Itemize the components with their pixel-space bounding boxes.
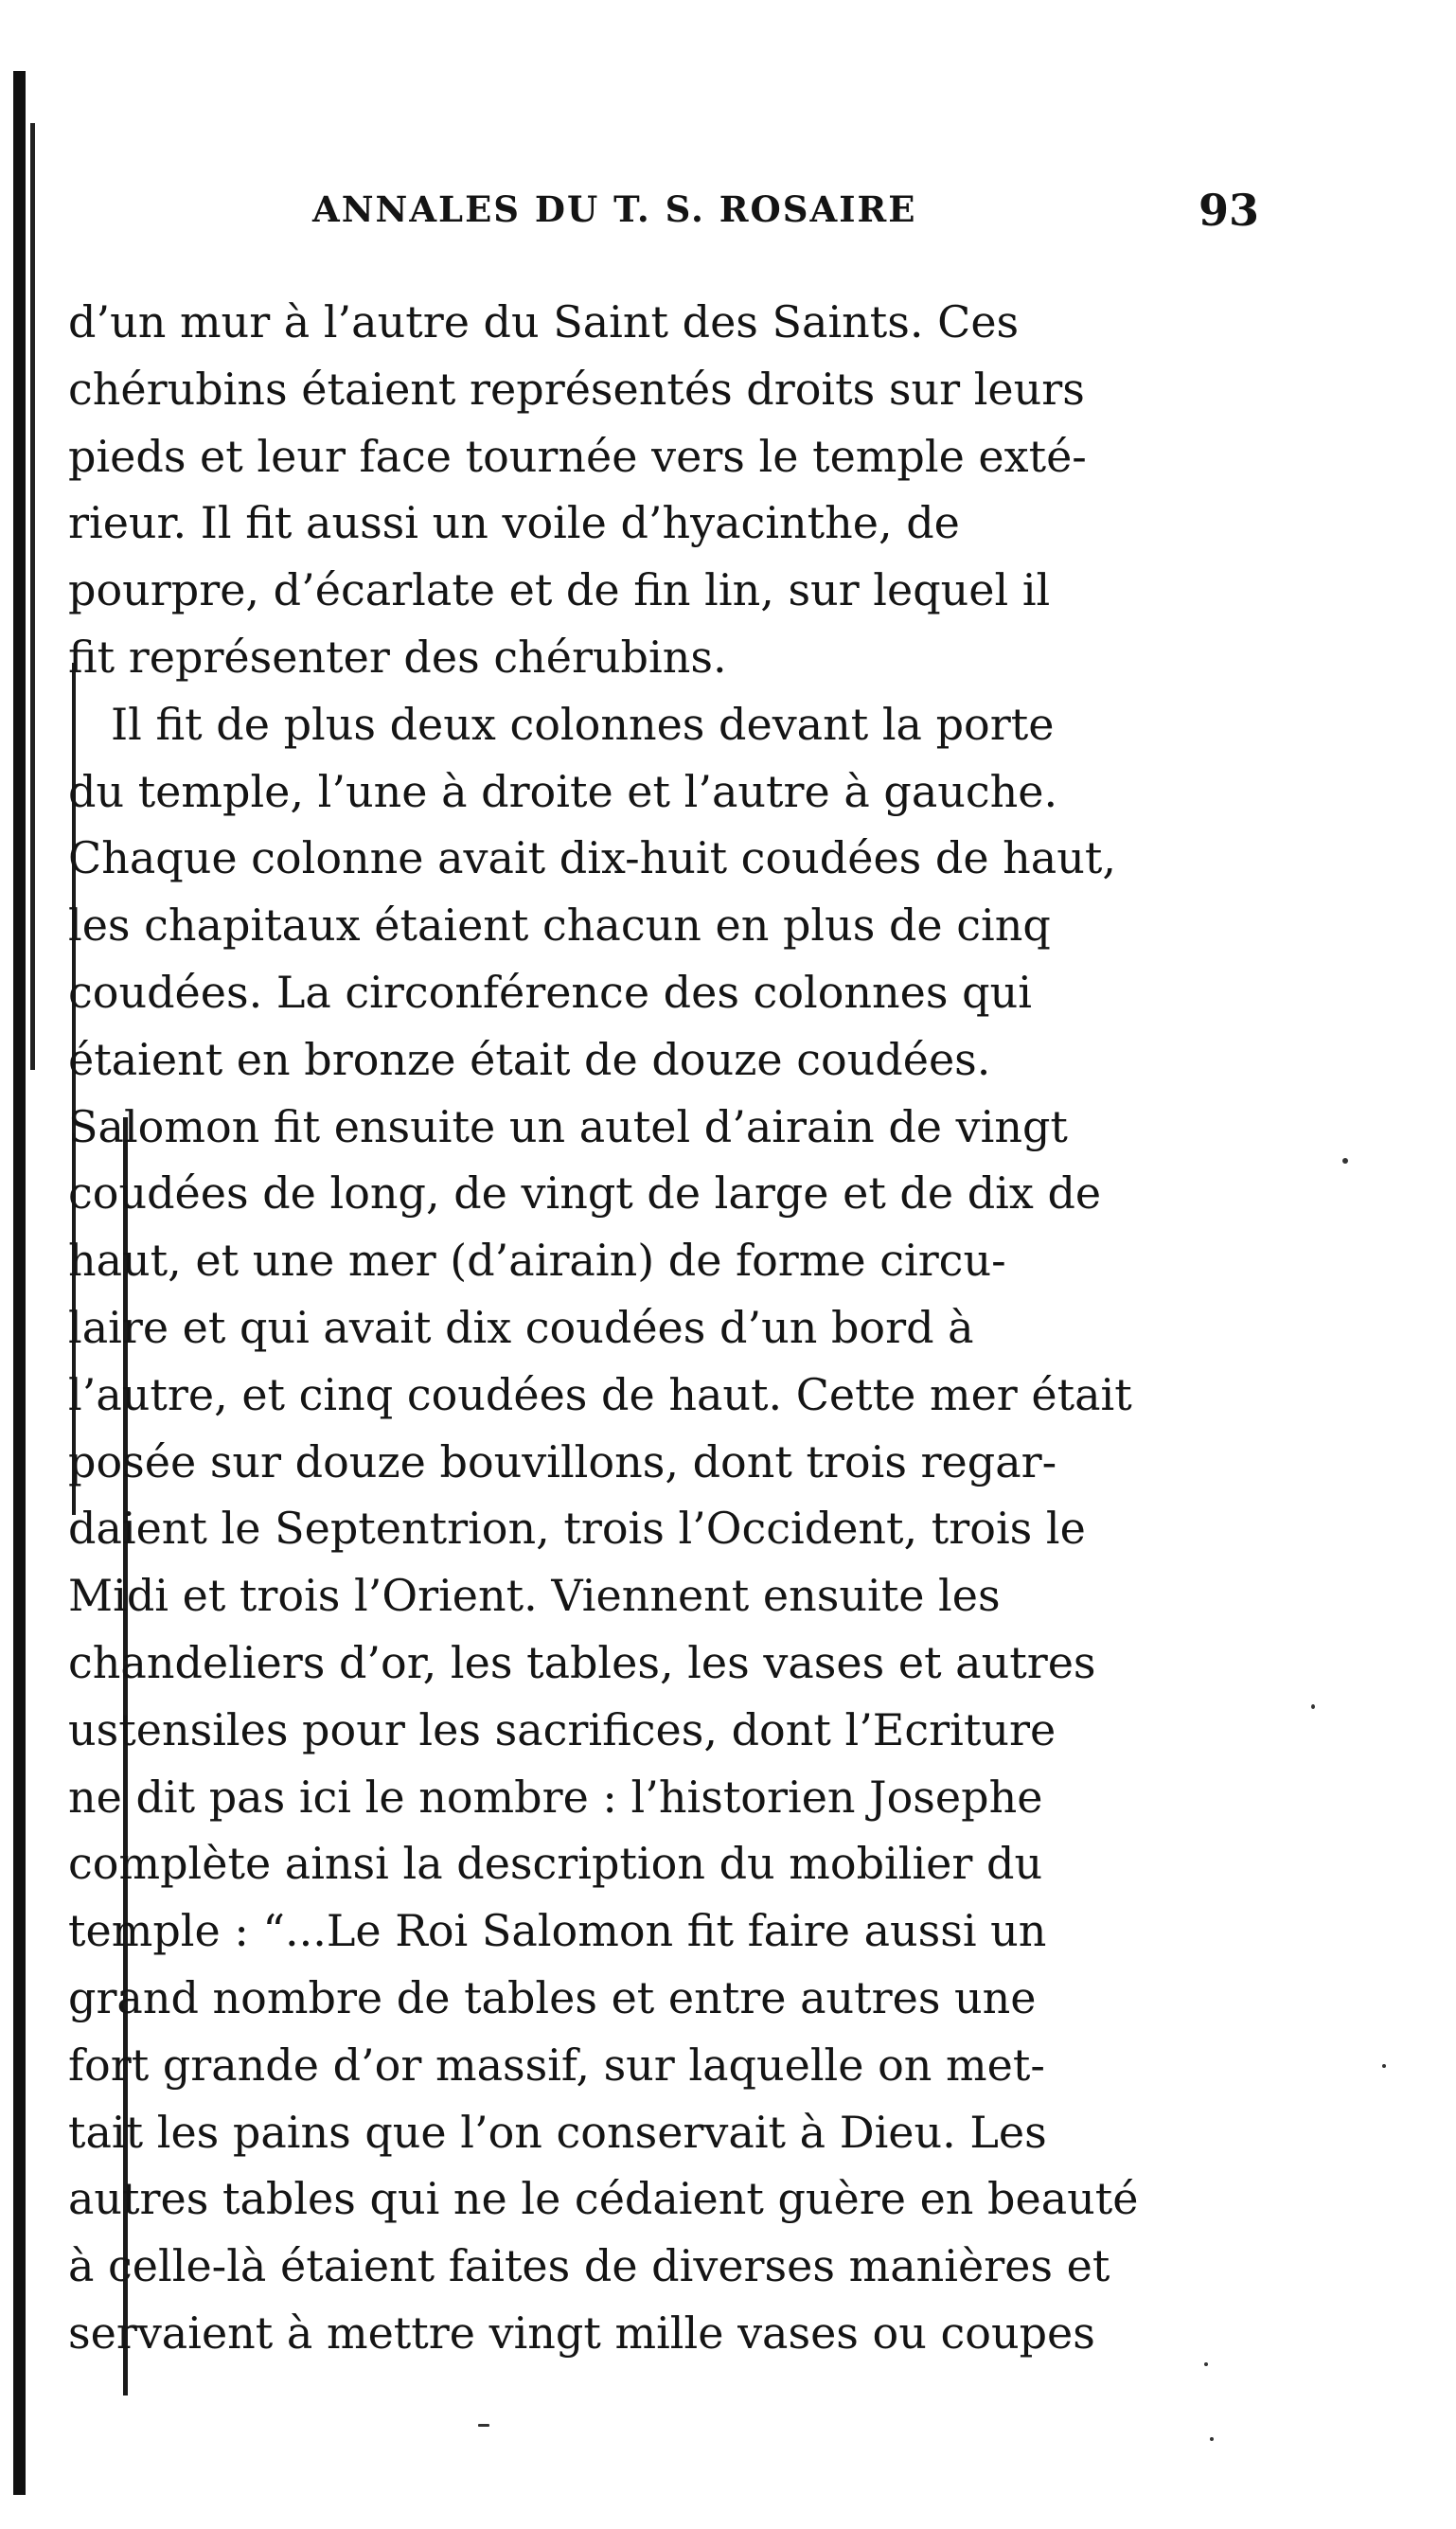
- page-header: [312, 185, 1259, 241]
- text-line: d’un mur à l’autre du Saint des Saints. Ces: [68, 296, 1020, 347]
- text-line: autres tables qui ne le cédaient guère en beauté: [68, 2173, 1139, 2225]
- ink-speck: [1342, 1158, 1348, 1164]
- text-line: ne dit pas ici le nombre : l’historien Josephe: [68, 1771, 1043, 1823]
- text-line: coudées de long, de vingt de large et de dix de: [68, 1167, 1102, 1220]
- paragraph-first-line: Il fit de plus deux colonnes devant la porte: [111, 698, 1055, 750]
- text-line: daient le Septentrion, trois l’Occident, trois le: [68, 1503, 1086, 1555]
- ink-speck: [1204, 2362, 1208, 2366]
- text-line: fort grande d’or massif, sur laquelle on met-: [68, 2039, 1045, 2091]
- ink-speck: [478, 2424, 489, 2427]
- text-line: complète ainsi la description du mobilier du: [68, 1838, 1043, 1890]
- text-line: coudées. La circonférence des colonnes qui: [68, 966, 1032, 1018]
- text-line: Midi et trois l’Orient. Viennent ensuite les: [68, 1570, 1001, 1622]
- text-line: chandeliers d’or, les tables, les vases et autres: [68, 1636, 1096, 1688]
- text-line: ustensiles pour les sacrifices, dont l’Ecriture: [68, 1703, 1056, 1755]
- text-line: tait les pains que l’on conservait à Dieu. Les: [68, 2106, 1047, 2158]
- text-line: Salomon fit ensuite un autel d’airain de vingt: [68, 1100, 1068, 1152]
- text-line: étaient en bronze était de douze coudées.: [68, 1033, 991, 1085]
- running-title: ANNALES DU T. S. ROSAIRE: [312, 188, 917, 230]
- text-line: à celle-là étaient faites de diverses manières et: [68, 2240, 1110, 2292]
- page-number: 93: [1198, 185, 1259, 236]
- page-binding-edge-inner: [30, 123, 35, 1070]
- text-line: les chapitaux étaient chacun en plus de cinq: [68, 899, 1051, 952]
- text-line: posée sur douze bouvillons, dont trois regar-: [68, 1435, 1057, 1487]
- body-text: [68, 289, 1261, 2367]
- text-line: fit représenter des chérubins.: [68, 631, 727, 683]
- page-binding-edge: [13, 71, 26, 2495]
- text-line: chérubins étaient représentés droits sur leurs: [68, 363, 1085, 415]
- text-line: laire et qui avait dix coudées d’un bord à: [68, 1301, 974, 1353]
- text-line: pourpre, d’écarlate et de fin lin, sur lequel il: [68, 564, 1051, 616]
- text-line: servaient à mettre vingt mille vases ou coupes: [68, 2306, 1095, 2359]
- text-line: haut, et une mer (d’airain) de forme circu-: [68, 1235, 1006, 1287]
- ink-speck: [1311, 1704, 1315, 1709]
- text-line: rieur. Il fit aussi un voile d’hyacinthe, de: [68, 497, 960, 549]
- text-line: grand nombre de tables et entre autres une: [68, 1971, 1037, 2023]
- text-line: pieds et leur face tournée vers le temple exté-: [68, 430, 1087, 482]
- ink-speck: [1210, 2437, 1214, 2441]
- ink-speck: [1382, 2064, 1386, 2068]
- text-line: temple : “...Le Roi Salomon fit faire aussi un: [68, 1905, 1047, 1957]
- text-line: l’autre, et cinq coudées de haut. Cette mer était: [68, 1368, 1132, 1420]
- text-line: Chaque colonne avait dix-huit coudées de haut,: [68, 832, 1116, 884]
- text-line: du temple, l’une à droite et l’autre à gauche.: [68, 765, 1058, 817]
